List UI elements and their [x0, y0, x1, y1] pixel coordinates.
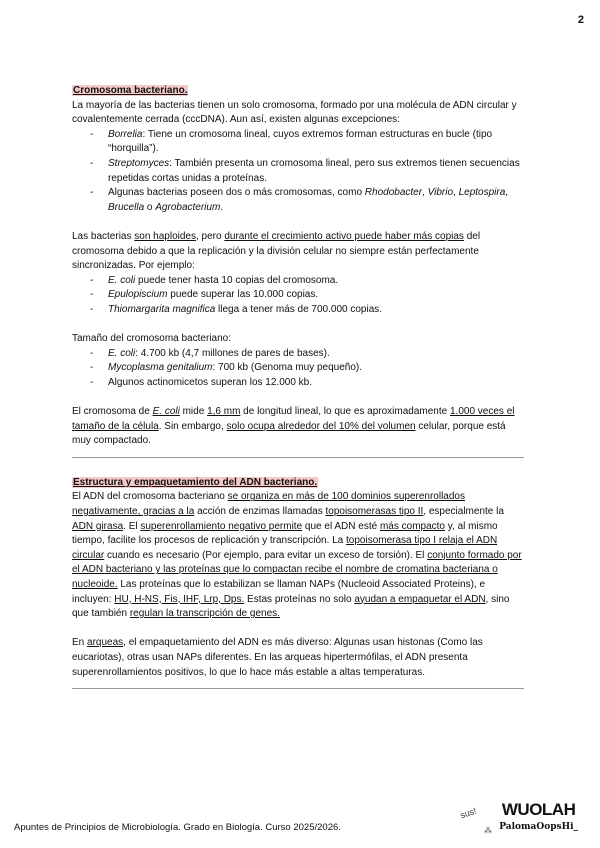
divider	[72, 457, 524, 458]
list-item: - Algunas bacterias poseen dos o más cromosomas, como Rhodobacter, Vibrio, Leptospira, Brucella o Agrobacterium.	[90, 186, 524, 215]
logo-brand: WUOLAH	[501, 800, 576, 819]
paragraph-haploid: Las bacterias son haploides, pero durante el crecimiento activo puede haber más copias del cromosoma debido a que la replicación y la división celular no siempre están perfectamente sincronizadas. Por ejemplo:	[72, 230, 481, 272]
list-item: - Epulopiscium puede superar las 10.000 copias.	[90, 288, 524, 303]
list-item: - E. coli: 4.700 kb (4,7 millones de pares de bases).	[90, 347, 524, 362]
divider	[72, 688, 524, 689]
document-body	[72, 84, 524, 707]
list-item: - Streptomyces: También presenta un cromosoma lineal, pero sus extremos tienen secuencias repetidas cortas unidas a proteínas.	[90, 157, 524, 186]
paragraph-archaea: En arqueas, el empaquetamiento del ADN es más diverso: Algunas usan histonas (Como las eucariotas), otras usan NAPs diferentes. En las arqueas hipertermófilas, el ADN presenta superenrollamientos positivos, lo que lo hace más estable a altas temperaturas.	[72, 637, 483, 678]
paragraph-length: El cromosoma de E. coli mide 1,6 mm de longitud lineal, lo que es aproximadamente 1.000 veces el tamaño de la célula. Sin embargo, solo ocupa alrededor del 10% del volumen celular, porque está muy compactado.	[72, 406, 515, 447]
handwritten-scribble: sus!	[458, 805, 478, 821]
wuolah-logo	[499, 800, 578, 832]
section-title-cromosoma: Cromosoma bacteriano.	[73, 85, 188, 96]
paragraph-intro: La mayoría de las bacterias tienen un solo cromosoma, formado por una molécula de ADN circular y covalentemente cerrada (cccDNA). Aun así, existen algunas excepciones:	[72, 99, 517, 126]
copies-list	[72, 274, 524, 318]
logo-username: PalomaOopsHi_	[499, 822, 578, 832]
paragraph-size-title: Tamaño del cromosoma bacteriano:	[72, 333, 231, 345]
section-title-estructura: Estructura y empaquetamiento del ADN bacteriano.	[73, 476, 318, 488]
list-item: - Algunos actinomicetos superan los 12.000 kb.	[90, 376, 524, 391]
page-footer: Apuntes de Principios de Microbiología. Grado en Biología. Curso 2025/2026.	[14, 822, 341, 833]
page-number: 2	[577, 14, 584, 26]
paragraph-packaging: El ADN del cromosoma bacteriano se organiza en más de 100 dominios superenrollados negativamente, gracias a la acción de enzimas llamadas topoisomerasas tipo II, especialmente la ADN girasa. El superenrollamiento negativo permite que el ADN esté más compacto y, al mismo tiempo, facilite los procesos de replicación y transcripción. La topoisomerasa tipo I relaja el ADN circular cuando es necesario (Por ejemplo, para evitar un exceso de torsión). El conjunto formado por el ADN bacteriano y las proteínas que lo compactan recibe el nombre de cromatina bacteriana o nucleoide. Las proteínas que lo estabilizan se llaman NAPs (Nucleoid Associated Proteins), e incluyen: HU, H-NS, Fis, IHF, Lrp, Dps. Estas proteínas no solo ayudan a empaquetar el ADN, sino que también regulan la transcripción de genes.	[72, 491, 522, 620]
list-item: - Borrelia: Tiene un cromosoma lineal, cuyos extremos forman estructuras en bucle (tipo “horquilla”).	[90, 128, 524, 157]
list-item: - Mycoplasma genitalium: 700 kb (Genoma muy pequeño).	[90, 361, 524, 376]
handwritten-scribble: ⁂	[484, 826, 492, 835]
size-list	[72, 347, 524, 391]
exceptions-list	[72, 128, 524, 216]
list-item: - E. coli puede tener hasta 10 copias del cromosoma.	[90, 274, 524, 289]
list-item: - Thiomargarita magnifica llega a tener más de 700.000 copias.	[90, 303, 524, 318]
